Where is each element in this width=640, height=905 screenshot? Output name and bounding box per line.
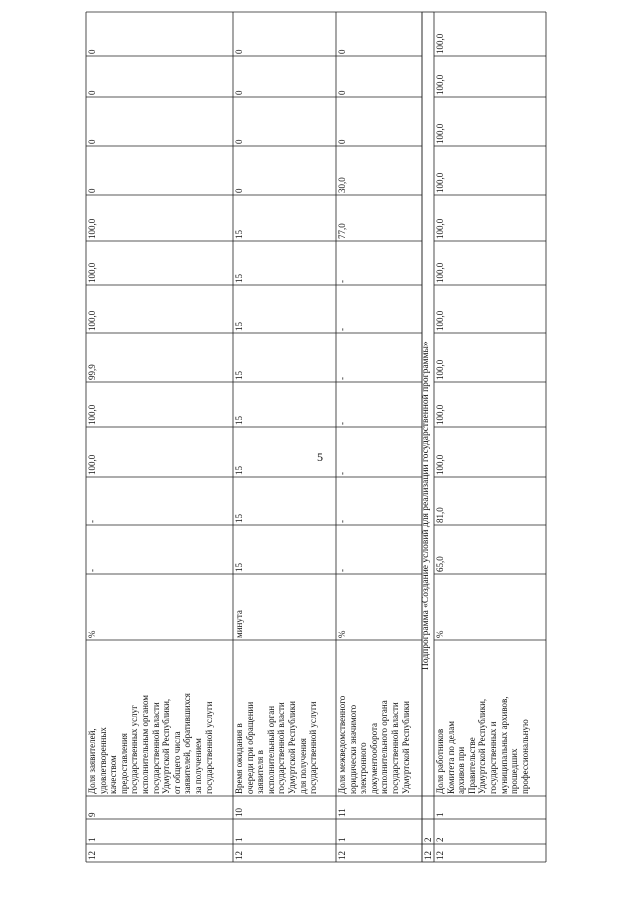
- table-cell: 0: [337, 139, 347, 144]
- table-cell: 15: [234, 563, 244, 572]
- table-cell: -: [337, 328, 347, 331]
- table-cell: 0: [234, 49, 244, 54]
- table-cell: %: [87, 630, 97, 638]
- table-cell: 12: [423, 851, 433, 860]
- indicator-name-cell: Время ожидания в очереди при обращении заявителя в исполнительный орган государственной власти Удмуртской Республики для получения государственной услуги: [234, 701, 319, 794]
- table-cell: 100,0: [435, 404, 445, 425]
- table-cell: 15: [234, 514, 244, 523]
- table-cell: 0: [87, 49, 97, 54]
- table-cell: 15: [234, 371, 244, 380]
- table-cell: %: [435, 630, 445, 638]
- table-cell: 2: [435, 837, 445, 842]
- table-cell: 65,0: [435, 556, 445, 572]
- table-cell: 12: [234, 851, 244, 860]
- table-cell: 77,0: [337, 223, 347, 239]
- page-number: 5: [317, 450, 323, 464]
- table-cell: 15: [234, 230, 244, 239]
- table-cell: -: [87, 569, 97, 572]
- table-cell: 100,0: [87, 218, 97, 239]
- table-cell: 100,0: [435, 123, 445, 144]
- table-cell: 100,0: [435, 74, 445, 95]
- table-cell: 12: [87, 851, 97, 860]
- table-cell: -: [337, 280, 347, 283]
- table-cell: 100,0: [87, 404, 97, 425]
- rotated-table: [86, 12, 546, 862]
- table-cell: 1: [337, 837, 347, 842]
- table-cell: 100,0: [435, 172, 445, 193]
- table-cell: 100,0: [435, 262, 445, 283]
- subprogram-title: Подпрограмма «Создание условий для реализации государственной программы»: [421, 341, 431, 670]
- table-cell: 2: [423, 837, 433, 842]
- table-cell: 100,0: [435, 218, 445, 239]
- table-cell: 0: [234, 90, 244, 95]
- table-cell: 12: [337, 851, 347, 860]
- table-cell: -: [337, 569, 347, 572]
- table-cell: 100,0: [435, 359, 445, 380]
- table-cell: 0: [337, 49, 347, 54]
- indicator-name-cell: Доля заявителей, удовлетворенных качеством предоставления государственных услуг исполнительным органом государственной власти Удмуртской Республики, от общего числа заявителей, обратившихся за получением государственной услуги: [87, 693, 214, 794]
- table-cell: 15: [234, 466, 244, 475]
- indicator-name-cell: Доля работников Комитета по делам архивов при Правительстве Удмуртской Республики, государственных и муниципальных архивов, прошедших профессиональную: [435, 696, 530, 794]
- table-cell: 100,0: [87, 262, 97, 283]
- table-cell: 1: [87, 837, 97, 842]
- table-cell: 15: [234, 322, 244, 331]
- table-cell: -: [337, 422, 347, 425]
- table-cell: 0: [234, 188, 244, 193]
- table-cell: 0: [337, 90, 347, 95]
- table-cell: %: [337, 630, 347, 638]
- table-cell: 100,0: [87, 454, 97, 475]
- table-cell: 12: [435, 851, 445, 860]
- table-cell: 1: [234, 837, 244, 842]
- table-cell: 100,0: [435, 33, 445, 54]
- table-cell: 9: [87, 812, 97, 817]
- table-cell: 0: [87, 139, 97, 144]
- table-cell: минута: [234, 610, 244, 638]
- table-cell: 100,0: [87, 310, 97, 331]
- table-cell: 0: [234, 139, 244, 144]
- table-cell: 10: [234, 808, 244, 817]
- table-cell: -: [87, 520, 97, 523]
- table-cell: 1: [435, 812, 445, 817]
- table-cell: 99,9: [87, 364, 97, 380]
- table-cell: 11: [337, 808, 347, 817]
- table-cell: 15: [234, 416, 244, 425]
- table-cell: 100,0: [435, 454, 445, 475]
- table-cell: -: [337, 472, 347, 475]
- table-cell: -: [337, 520, 347, 523]
- table-cell: 100,0: [435, 310, 445, 331]
- table-cell: 0: [87, 90, 97, 95]
- table-cell: 30,0: [337, 177, 347, 193]
- table-cell: 15: [234, 274, 244, 283]
- indicator-name-cell: Доля межведомственного юридически значимого электронного документооборота исполнительного органа государственной власти Удмуртской Республики: [337, 695, 411, 794]
- table-cell: -: [337, 377, 347, 380]
- table-cell: 81,0: [435, 507, 445, 523]
- table-cell: 0: [87, 188, 97, 193]
